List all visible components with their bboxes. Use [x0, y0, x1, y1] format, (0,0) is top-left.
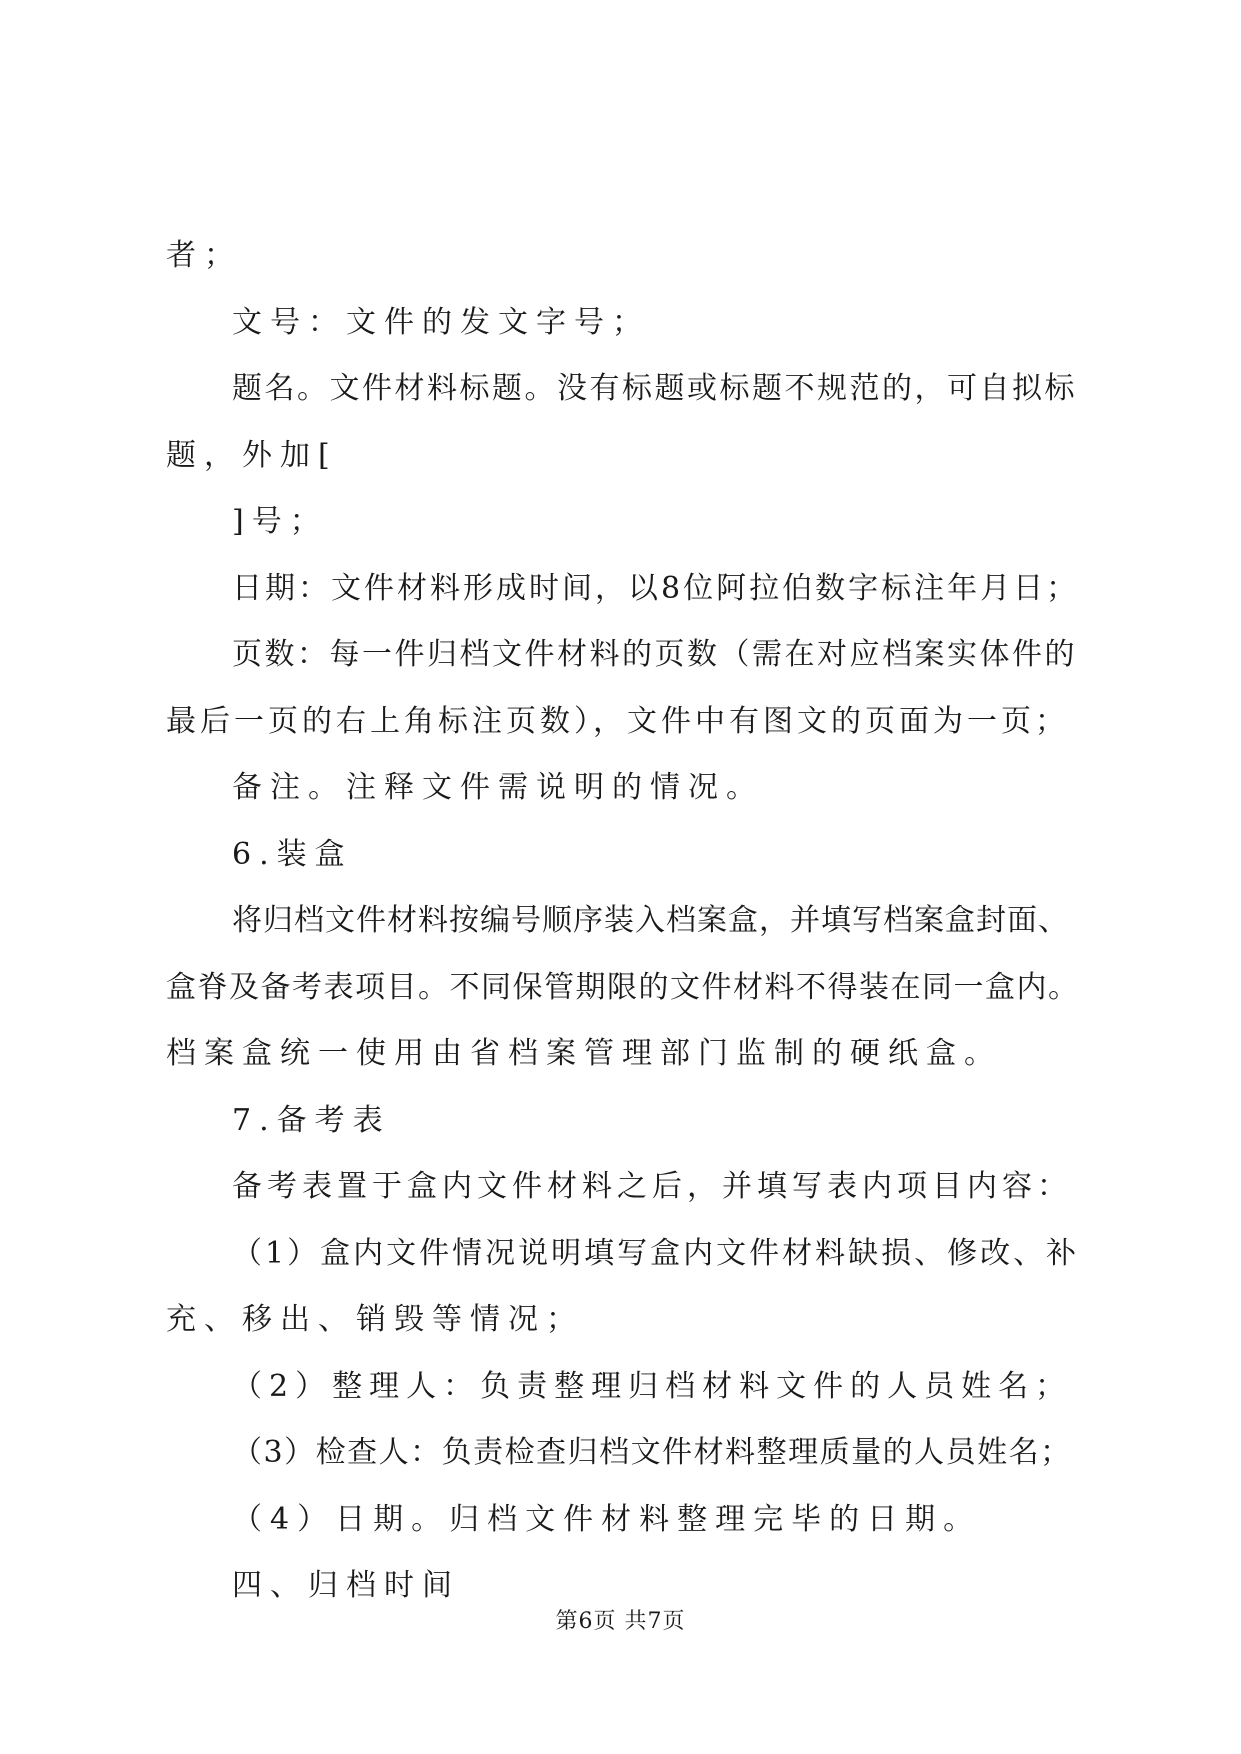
list-item: （3）检查人：负责检查归档文件材料整理质量的人员姓名； [232, 1435, 1072, 1470]
body-line: 最后一页的右上角标注页数），文件中有图文的页面为一页； [166, 704, 1069, 739]
body-line: 文号：文件的发文字号； [232, 305, 650, 340]
list-item: （2）整理人：负责整理归档材料文件的人员姓名； [232, 1369, 1073, 1404]
body-line: ]号； [232, 504, 328, 539]
list-item: （1）盒内文件情况说明填写盒内文件材料缺损、修改、补 [232, 1236, 1080, 1271]
section-heading: 6.装盒 [232, 837, 353, 872]
body-line: 备注。注释文件需说明的情况。 [232, 770, 764, 805]
section-heading: 四、归档时间 [232, 1568, 460, 1603]
body-line: 备考表置于盒内文件材料之后，并填写表内项目内容： [232, 1169, 1072, 1204]
body-line: 页数：每一件归档文件材料的页数（需在对应档案实体件的 [232, 637, 1077, 672]
body-line: 充、移出、销毁等情况； [166, 1302, 584, 1337]
body-line: 盒脊及备考表项目。不同保管期限的文件材料不得装在同一盒内。 [166, 970, 1080, 1005]
body-line: 日期：文件材料形成时间，以8位阿拉伯数字标注年月日； [232, 571, 1080, 606]
body-line: 档案盒统一使用由省档案管理部门监制的硬纸盒。 [166, 1036, 1002, 1071]
body-line: 将归档文件材料按编号顺序装入档案盒，并填写档案盒封面、 [232, 903, 1069, 938]
body-line: 题，外加[ [166, 438, 338, 473]
body-line: 题名。文件材料标题。没有标题或标题不规范的，可自拟标 [232, 371, 1077, 406]
body-line: 者； [166, 238, 242, 273]
section-heading: 7.备考表 [232, 1103, 391, 1138]
list-item: （4）日期。归档文件材料整理完毕的日期。 [232, 1502, 982, 1537]
page-footer: 第6页 共7页 [555, 1609, 686, 1634]
